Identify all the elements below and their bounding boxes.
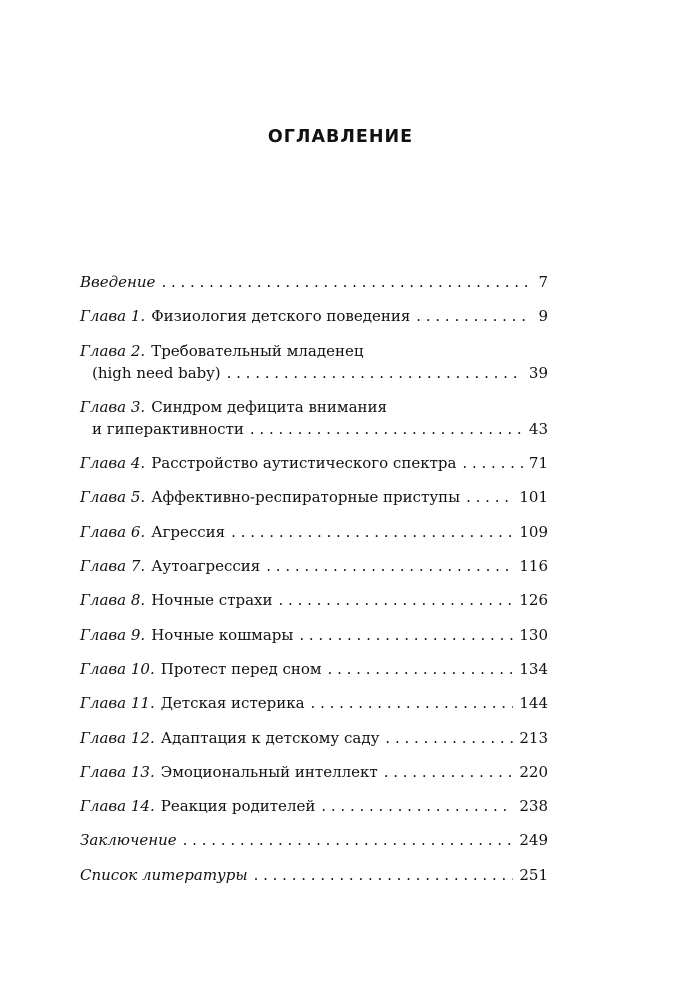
toc-entry-label: Глава 7. bbox=[80, 557, 146, 576]
toc-entry-label: Глава 12. bbox=[80, 728, 155, 747]
toc-entry-title: Физиология детского поведения bbox=[151, 307, 411, 326]
toc-entry-title-continued: и гиперактивности bbox=[92, 419, 244, 438]
toc-entry-label: Список литературы bbox=[80, 865, 248, 884]
toc-page-number: 7 bbox=[538, 273, 548, 291]
toc-entry-line bbox=[80, 624, 548, 646]
dot-leader bbox=[321, 795, 513, 817]
dot-leader bbox=[254, 864, 514, 886]
toc-page-number: 130 bbox=[519, 625, 548, 644]
toc-entry[interactable] bbox=[80, 396, 548, 440]
dot-leader bbox=[266, 555, 513, 577]
toc-page-number: 213 bbox=[519, 728, 548, 747]
toc-page-number: 134 bbox=[519, 659, 548, 678]
toc-entry-line bbox=[80, 340, 548, 362]
toc-page-number: 116 bbox=[519, 557, 548, 576]
dot-leader bbox=[462, 452, 522, 474]
dot-leader bbox=[231, 521, 513, 543]
toc-entry-line bbox=[80, 795, 548, 817]
toc-entry[interactable] bbox=[80, 727, 548, 749]
toc-entry-title: Синдром дефицита внимания bbox=[151, 397, 387, 416]
toc-entry-line bbox=[80, 555, 548, 577]
toc-entry-title: Агрессия bbox=[151, 522, 226, 541]
toc-page-number: 109 bbox=[519, 522, 548, 541]
toc-entry-title: Аффективно-респираторные приступы bbox=[151, 488, 461, 507]
toc-entry[interactable] bbox=[80, 555, 548, 577]
toc-entry-title-continued: (high need baby) bbox=[92, 363, 221, 382]
toc-entry-title: Протест перед сном bbox=[160, 659, 322, 678]
toc-entry[interactable] bbox=[80, 521, 548, 543]
toc-entry-title: Реакция родителей bbox=[160, 797, 316, 816]
toc-entry[interactable] bbox=[80, 658, 548, 680]
toc-page-number: 249 bbox=[519, 831, 548, 850]
dot-leader bbox=[183, 829, 514, 851]
toc-page-number: 251 bbox=[519, 865, 548, 884]
toc-entry[interactable] bbox=[80, 795, 548, 817]
toc-entry-label: Глава 1. bbox=[80, 307, 146, 326]
toc-entry-line bbox=[80, 589, 548, 611]
toc-entry-label: Глава 5. bbox=[80, 488, 146, 507]
toc-entry-label: Глава 4. bbox=[80, 454, 146, 473]
table-of-contents bbox=[80, 271, 548, 898]
toc-entry[interactable] bbox=[80, 692, 548, 714]
toc-page-number: 9 bbox=[538, 307, 548, 326]
dot-leader bbox=[328, 658, 514, 680]
dot-leader bbox=[385, 727, 513, 749]
dot-leader bbox=[466, 486, 513, 508]
toc-entry-label: Введение bbox=[80, 273, 156, 291]
toc-entry-title: Эмоциональный интеллект bbox=[160, 762, 378, 781]
toc-entry[interactable] bbox=[80, 271, 548, 293]
toc-entry[interactable] bbox=[80, 305, 548, 327]
dot-leader bbox=[384, 761, 514, 783]
toc-entry-line bbox=[80, 452, 548, 474]
toc-entry[interactable] bbox=[80, 452, 548, 474]
toc-entry-line bbox=[80, 305, 548, 327]
dot-leader bbox=[299, 624, 513, 646]
toc-entry-label: Глава 9. bbox=[80, 625, 146, 644]
toc-entry-label: Глава 14. bbox=[80, 797, 155, 816]
toc-entry-label: Глава 10. bbox=[80, 659, 155, 678]
toc-entry-line bbox=[80, 829, 548, 851]
toc-entry[interactable] bbox=[80, 486, 548, 508]
toc-entry[interactable] bbox=[80, 864, 548, 886]
toc-entry-line bbox=[80, 396, 548, 418]
toc-entry[interactable] bbox=[80, 589, 548, 611]
toc-entry-title: Адаптация к детскому саду bbox=[160, 728, 380, 747]
toc-entry-label: Глава 6. bbox=[80, 522, 146, 541]
toc-entry-label: Глава 8. bbox=[80, 591, 146, 610]
toc-entry-line bbox=[80, 727, 548, 749]
toc-entry-title: Аутоагрессия bbox=[151, 557, 261, 576]
toc-entry-title: Ночные кошмары bbox=[151, 625, 294, 644]
toc-entry-label: Глава 3. bbox=[80, 397, 146, 416]
toc-entry-line bbox=[80, 521, 548, 543]
toc-entry-label: Глава 2. bbox=[80, 341, 146, 360]
toc-entry-line bbox=[80, 486, 548, 508]
toc-page-number: 144 bbox=[519, 694, 548, 713]
page-title: ОГЛАВЛЕНИЕ bbox=[267, 127, 414, 147]
toc-entry-title: Детская истерика bbox=[160, 694, 305, 713]
toc-entry-line bbox=[80, 761, 548, 783]
toc-page-number: 39 bbox=[528, 363, 548, 382]
toc-entry-line bbox=[80, 271, 548, 293]
toc-entry-line bbox=[80, 658, 548, 680]
toc-entry[interactable] bbox=[80, 624, 548, 646]
toc-page-number: 71 bbox=[528, 454, 548, 473]
toc-page-number: 238 bbox=[519, 797, 548, 816]
dot-leader bbox=[416, 305, 532, 327]
dot-leader bbox=[161, 271, 532, 293]
toc-page-number: 43 bbox=[528, 419, 548, 438]
toc-entry[interactable] bbox=[80, 340, 548, 384]
dot-leader bbox=[227, 362, 523, 384]
toc-entry-title: Требовательный младенец bbox=[151, 341, 364, 360]
toc-entry-label: Глава 13. bbox=[80, 762, 155, 781]
toc-page-number: 101 bbox=[519, 488, 548, 507]
toc-entry[interactable] bbox=[80, 829, 548, 851]
dot-leader bbox=[311, 692, 514, 714]
toc-entry-label: Заключение bbox=[80, 831, 177, 850]
toc-entry-line-continued bbox=[80, 362, 548, 384]
dot-leader bbox=[279, 589, 514, 611]
toc-entry[interactable] bbox=[80, 761, 548, 783]
toc-entry-label: Глава 11. bbox=[80, 694, 155, 713]
toc-entry-title: Расстройство аутистического спектра bbox=[151, 454, 457, 473]
toc-entry-line bbox=[80, 692, 548, 714]
toc-page-number: 126 bbox=[519, 591, 548, 610]
toc-entry-line bbox=[80, 864, 548, 886]
toc-page-number: 220 bbox=[519, 762, 548, 781]
toc-entry-title: Ночные страхи bbox=[151, 591, 273, 610]
dot-leader bbox=[250, 418, 523, 440]
toc-entry-line-continued bbox=[80, 418, 548, 440]
